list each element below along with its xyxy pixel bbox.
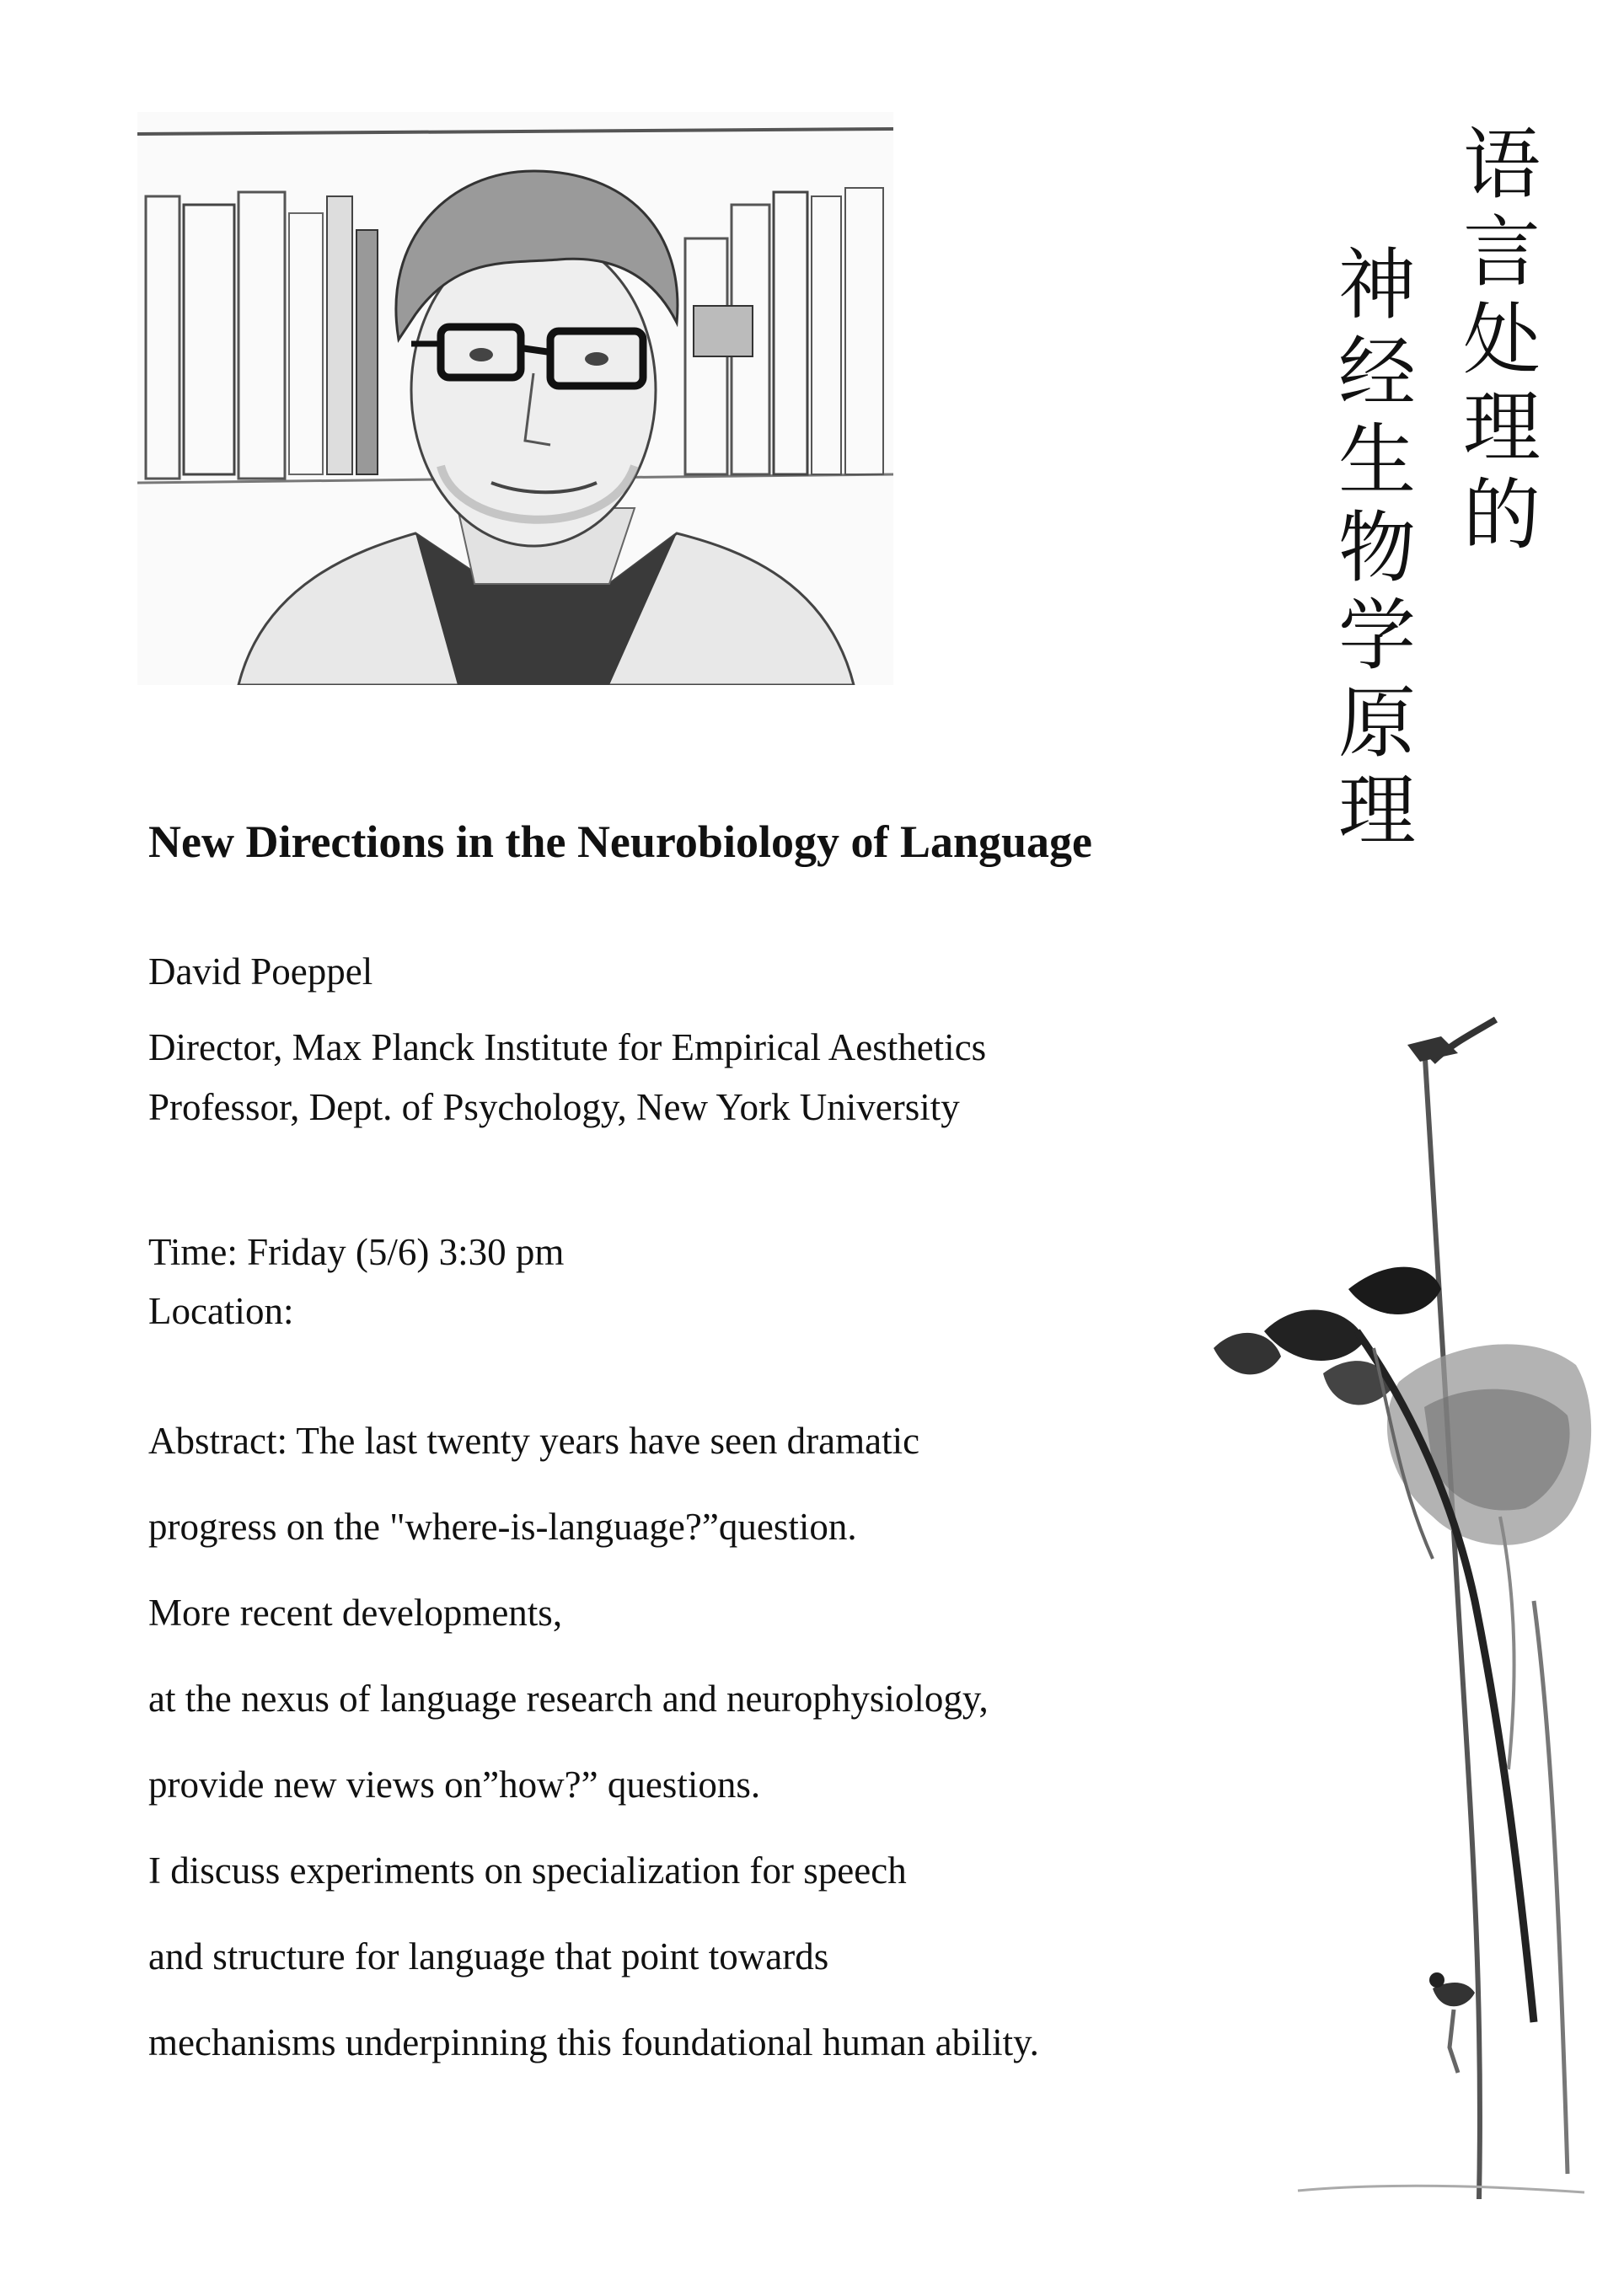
chinese-char: 神 [1337, 240, 1416, 330]
chinese-char: 物 [1337, 503, 1416, 593]
abstract-line: provide new views on”how?” questions. [148, 1763, 761, 1806]
abstract-line: More recent developments, [148, 1592, 563, 1634]
speaker-affiliation-2: Professor, Dept. of Psychology, New York University [148, 1086, 960, 1128]
abstract-line: I discuss experiments on specialization for speech [148, 1849, 907, 1892]
chinese-char: 理 [1462, 383, 1541, 473]
speaker-photo [137, 112, 893, 685]
chinese-char: 学 [1337, 591, 1416, 681]
abstract-line: mechanisms underpinning this foundational human ability. [148, 2021, 1039, 2063]
abstract-line: Abstract: The last twenty years have seen dramatic [148, 1420, 920, 1462]
chinese-char: 生 [1337, 415, 1416, 506]
abstract-line: progress on the "where-is-language?”question. [148, 1506, 857, 1548]
chinese-char: 处 [1462, 295, 1541, 385]
chinese-char: 原 [1337, 678, 1416, 768]
chinese-char: 的 [1462, 470, 1541, 560]
abstract-line: and structure for language that point towards [148, 1935, 829, 1978]
chinese-char: 言 [1462, 207, 1541, 297]
abstract-line: at the nexus of language research and neurophysiology, [148, 1678, 989, 1720]
chinese-char: 经 [1337, 328, 1416, 418]
chinese-title-column-1 [1460, 120, 1544, 565]
ink-lotus-painting [1180, 1011, 1601, 2216]
talk-title: New Directions in the Neurobiology of Language [148, 816, 1092, 867]
chinese-char: 语 [1462, 120, 1541, 210]
chinese-title-column-2 [1335, 240, 1419, 860]
speaker-affiliation-1: Director, Max Planck Institute for Empirical Aesthetics [148, 1026, 987, 1068]
event-time: Time: Friday (5/6) 3:30 pm [148, 1231, 565, 1273]
event-location: Location: [148, 1290, 294, 1332]
speaker-name: David Poeppel [148, 950, 373, 993]
chinese-char: 理 [1337, 766, 1416, 856]
